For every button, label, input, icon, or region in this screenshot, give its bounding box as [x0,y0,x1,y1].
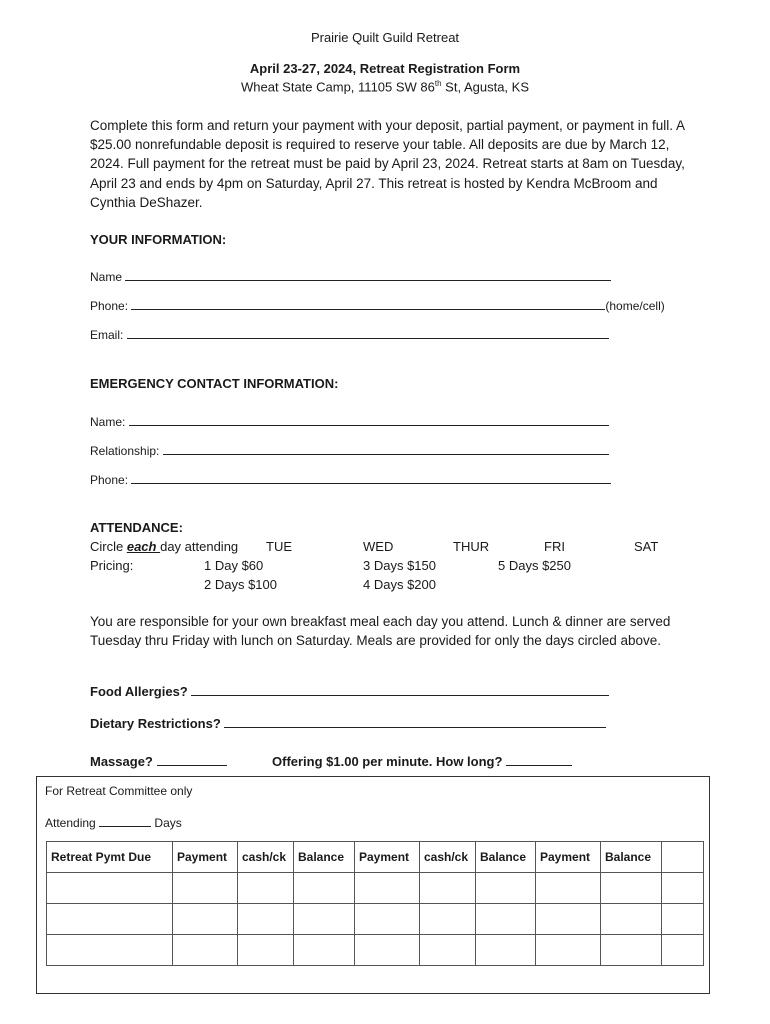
meal-note: You are responsible for your own breakfast meal each day you attend. Lunch & dinner are served Tuesday thru Friday with lunch on Saturday. Meals are provided for only the days circled above. [90,614,671,649]
emergency-name-input-line[interactable] [129,413,609,426]
table-cell[interactable] [662,873,704,904]
table-cell[interactable] [47,904,173,935]
table-cell[interactable] [601,873,662,904]
name-label: Name [90,270,123,284]
phone-suffix: (home/cell) [605,299,665,313]
table-cell[interactable] [601,935,662,966]
emergency-phone-input-line[interactable] [131,471,611,484]
location-line [0,79,770,94]
table-cell[interactable] [476,935,536,966]
food-allergies-label: Food Allergies? [90,684,188,699]
email-input-line[interactable] [127,326,609,339]
massage-input-line[interactable] [157,753,227,766]
table-cell[interactable] [173,873,238,904]
col-header: Balance [601,842,662,873]
food-allergies-input-line[interactable] [191,683,609,696]
table-cell[interactable] [662,935,704,966]
payment-table [46,841,704,966]
price-5-days: 5 Days $250 [498,558,571,573]
form-title: Prairie Quilt Guild Retreat [310,30,460,45]
attending-suffix: Days [154,816,182,830]
table-cell[interactable] [420,904,476,935]
name-field-row [90,268,611,284]
dietary-input-line[interactable] [224,715,606,728]
your-info-heading: YOUR INFORMATION: [90,232,227,247]
relationship-label: Relationship: [90,444,160,458]
committee-label: For Retreat Committee only [45,784,193,798]
col-header: Balance [476,842,536,873]
massage-row [90,753,227,769]
phone-input-line[interactable] [131,297,605,310]
pricing-label: Pricing: [90,558,134,573]
day-wed[interactable]: WED [363,539,394,554]
table-cell[interactable] [238,904,294,935]
form-subtitle: April 23-27, 2024, Retreat Registration Form [249,61,521,76]
attendance-heading: ATTENDANCE: [90,520,183,535]
circle-text: Circle [90,539,127,554]
table-row [47,935,704,966]
table-cell[interactable] [476,904,536,935]
table-cell[interactable] [420,935,476,966]
phone-label: Phone: [90,299,129,313]
payment-header-row [47,842,704,873]
table-cell[interactable] [420,873,476,904]
dietary-label: Dietary Restrictions? [90,716,221,731]
circle-instruction [90,539,238,554]
col-header [662,842,704,873]
day-tue[interactable]: TUE [266,539,292,554]
table-cell[interactable] [47,935,173,966]
relationship-row [90,442,609,458]
table-cell[interactable] [238,935,294,966]
price-3-days: 3 Days $150 [363,558,436,573]
col-header: Retreat Pymt Due [47,842,173,873]
table-cell[interactable] [536,935,601,966]
table-cell[interactable] [662,904,704,935]
massage-offer-row [272,753,572,769]
col-header: Payment [173,842,238,873]
emergency-phone-row [90,471,611,487]
attending-label: Attending [45,816,96,830]
emergency-name-label: Name: [90,415,126,429]
col-header: Payment [355,842,420,873]
table-cell[interactable] [173,904,238,935]
table-cell[interactable] [355,904,420,935]
circle-emphasis: each [126,539,161,554]
col-header: cash/ck [420,842,476,873]
massage-label: Massage? [90,754,153,769]
price-2-days: 2 Days $100 [204,577,277,592]
day-sat[interactable]: SAT [634,539,659,554]
table-cell[interactable] [294,904,355,935]
name-input-line[interactable] [125,268,611,281]
table-cell[interactable] [536,904,601,935]
table-cell[interactable] [173,935,238,966]
email-field-row [90,326,609,342]
price-1-day: 1 Day $60 [204,558,264,573]
table-cell[interactable] [47,873,173,904]
attending-row [45,814,182,830]
table-row [47,904,704,935]
day-fri[interactable]: FRI [544,539,565,554]
table-cell[interactable] [476,873,536,904]
phone-field-row [90,297,665,313]
table-cell[interactable] [536,873,601,904]
price-4-days: 4 Days $200 [363,577,436,592]
massage-offer-label: Offering $1.00 per minute. How long? [272,754,503,769]
location-ordinal: th [434,79,442,88]
attending-input-line[interactable] [99,814,151,827]
relationship-input-line[interactable] [163,442,609,455]
food-allergies-row [90,683,609,699]
table-cell[interactable] [294,873,355,904]
circle-text-end: day attending [160,539,239,554]
location-text-end: St, Agusta, KS [441,79,530,95]
col-header: Payment [536,842,601,873]
email-label: Email: [90,328,124,342]
col-header: cash/ck [238,842,294,873]
table-cell[interactable] [355,873,420,904]
dietary-row [90,715,606,731]
table-cell[interactable] [294,935,355,966]
emergency-heading: EMERGENCY CONTACT INFORMATION: [90,376,339,391]
emergency-phone-label: Phone: [90,473,129,487]
table-cell[interactable] [355,935,420,966]
table-cell[interactable] [238,873,294,904]
intro-paragraph: Complete this form and return your payment with your deposit, partial payment, or payment in full. A $25.00 nonrefundable deposit is required to reserve your table. All deposits are due by March 12, 2024. Full payment for the retreat must be paid by April 23, 2024. Retreat starts at 8am on Tuesday, April 23 and ends by 4pm on Saturday, April 27. This retreat is hosted by Kendra McBroom and Cynthia DeShazer. [90,118,685,210]
col-header: Balance [294,842,355,873]
emergency-name-row [90,413,609,429]
table-row [47,873,704,904]
day-thur[interactable]: THUR [453,539,490,554]
table-cell[interactable] [601,904,662,935]
location-text: Wheat State Camp, 11105 SW 86 [240,79,435,95]
massage-duration-input-line[interactable] [506,753,572,766]
committee-box [36,776,710,994]
